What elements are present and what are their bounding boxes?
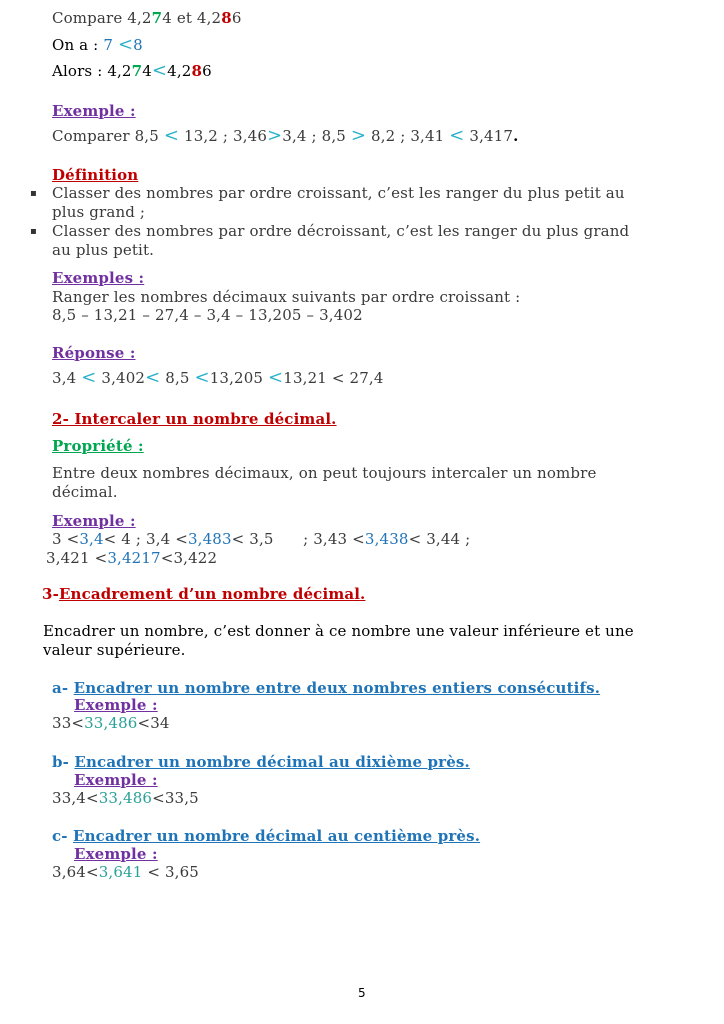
bound-value: 33< (52, 714, 85, 732)
digit-highlight: 7 (131, 62, 143, 80)
subsection-title: Encadrer un nombre décimal au dixième près. (74, 753, 470, 771)
less-than-symbol: < (268, 367, 284, 388)
definition-line: Classer des nombres par ordre décroissant, c’est les ranger du plus grand (52, 222, 630, 240)
comparer-text: Comparer 8,5 (52, 127, 164, 145)
bound-value: <34 (137, 714, 170, 732)
reponse-value: 13,21 < 27,4 (283, 369, 384, 387)
exemple-heading: Exemple : (74, 696, 158, 714)
example-text: 3,421 < (46, 549, 108, 567)
intercalated-value: 3,4217 (107, 549, 161, 567)
bound-value: 33,4< (52, 789, 99, 807)
bound-value: < 3,65 (142, 863, 199, 881)
greater-than-symbol: > (267, 125, 283, 146)
digit-highlight: 8 (221, 9, 232, 27)
compare-text: 4 et 4,2 (162, 9, 222, 27)
exemple-heading: Exemple : (52, 512, 136, 530)
alors-line (52, 62, 212, 80)
subsection-a-heading (52, 679, 600, 697)
encadrer-intro-line: valeur supérieure. (43, 641, 186, 659)
reponse-value: 13,205 (209, 369, 269, 387)
intercaler-example-line (46, 549, 217, 567)
bound-value: <33,5 (152, 789, 199, 807)
bound-value: 3,64< (52, 863, 99, 881)
ona-label: On a : (52, 36, 104, 54)
reponse-line (52, 369, 384, 387)
encadrement-line (52, 863, 199, 881)
definition-heading: Définition (52, 166, 139, 184)
alors-text: 4 (142, 62, 152, 80)
intercalated-value: 3,483 (187, 530, 232, 548)
ona-value: 8 (133, 36, 143, 54)
subsection-label: a- (52, 679, 69, 697)
less-than-symbol: < (151, 60, 168, 81)
greater-than-symbol: > (350, 125, 367, 146)
subsection-label: c- (52, 827, 68, 845)
definition-line: au plus petit. (52, 241, 155, 259)
framed-value: 33,486 (98, 789, 153, 807)
section3-title: Encadrement d’un nombre décimal. (58, 585, 366, 603)
digit-highlight: 8 (191, 62, 203, 80)
exemple-heading: Exemple : (74, 845, 158, 863)
alors-text: 6 (202, 62, 212, 80)
exemples-line: 8,5 – 13,21 – 27,4 – 3,4 – 13,205 – 3,402 (52, 306, 363, 324)
section3-heading (42, 585, 365, 603)
example-text: <3,422 (160, 549, 218, 567)
example-text: < 4 ; 3,4 < (103, 530, 188, 548)
example-text: < 3,5 ; 3,43 < (231, 530, 365, 548)
ona-value: 7 (103, 36, 118, 54)
comparer-text: 8,2 ; 3,41 (366, 127, 450, 145)
subsection-title: Encadrer un nombre décimal au centième près. (73, 827, 481, 845)
comparer-text: 3,417 (464, 127, 514, 145)
comparer-line (52, 127, 519, 145)
alors-text: Alors : 4,2 (52, 62, 132, 80)
framed-value: 3,641 (98, 863, 143, 881)
reponse-value: 8,5 (160, 369, 195, 387)
subsection-c-heading (52, 827, 480, 845)
compare-text: Compare 4,2 (52, 9, 152, 27)
reponse-value: 3,4 (52, 369, 82, 387)
exemple-heading: Exemple : (52, 102, 136, 120)
less-than-symbol: < (194, 367, 210, 388)
subsection-title: Encadrer un nombre entre deux nombres entiers consécutifs. (73, 679, 601, 697)
ona-line (52, 36, 143, 54)
example-text: < 3,44 ; (408, 530, 471, 548)
compare-text: 6 (231, 9, 242, 27)
digit-highlight: 7 (151, 9, 163, 27)
subsection-b-heading (52, 753, 470, 771)
definition-line: plus grand ; (52, 203, 146, 221)
reponse-heading: Réponse : (52, 344, 136, 362)
encadrer-intro-line: Encadrer un nombre, c’est donner à ce nombre une valeur inférieure et une (43, 622, 634, 640)
propriete-line: Entre deux nombres décimaux, on peut toujours intercaler un nombre (52, 464, 597, 482)
framed-value: 33,486 (84, 714, 138, 732)
intercalated-value: 3,438 (364, 530, 409, 548)
comparer-text: 3,4 ; 8,5 (282, 127, 351, 145)
subsection-label: b- (52, 753, 70, 771)
bullet-icon: ▪ (30, 226, 37, 237)
exemple-heading: Exemple : (74, 771, 158, 789)
exemples-line: Ranger les nombres décimaux suivants par ordre croissant : (52, 288, 521, 306)
propriete-heading: Propriété : (52, 437, 144, 455)
less-than-symbol: < (449, 125, 465, 146)
propriete-line: décimal. (52, 483, 118, 501)
encadrement-line (52, 714, 170, 732)
example-text: 3 < (52, 530, 80, 548)
compare-line (52, 9, 242, 27)
intercalated-value: 3,4 (79, 530, 104, 548)
comparer-text: . (513, 127, 519, 145)
alors-text: 4,2 (167, 62, 192, 80)
page-number: 5 (358, 986, 366, 1000)
intercaler-example-line (52, 530, 470, 548)
encadrement-line (52, 789, 199, 807)
reponse-value: 3,402 (96, 369, 146, 387)
bullet-icon: ▪ (30, 188, 37, 199)
comparer-text: 13,2 ; 3,46 (179, 127, 268, 145)
less-than-symbol: < (145, 367, 161, 388)
less-than-symbol: < (81, 367, 97, 388)
definition-line: Classer des nombres par ordre croissant, c’est les ranger du plus petit au (52, 184, 625, 202)
section2-heading: 2- Intercaler un nombre décimal. (52, 410, 337, 428)
less-than-symbol: < (163, 125, 180, 146)
less-than-symbol: < (117, 34, 134, 55)
section3-number: 3- (42, 585, 59, 603)
exemples-heading: Exemples : (52, 269, 145, 287)
